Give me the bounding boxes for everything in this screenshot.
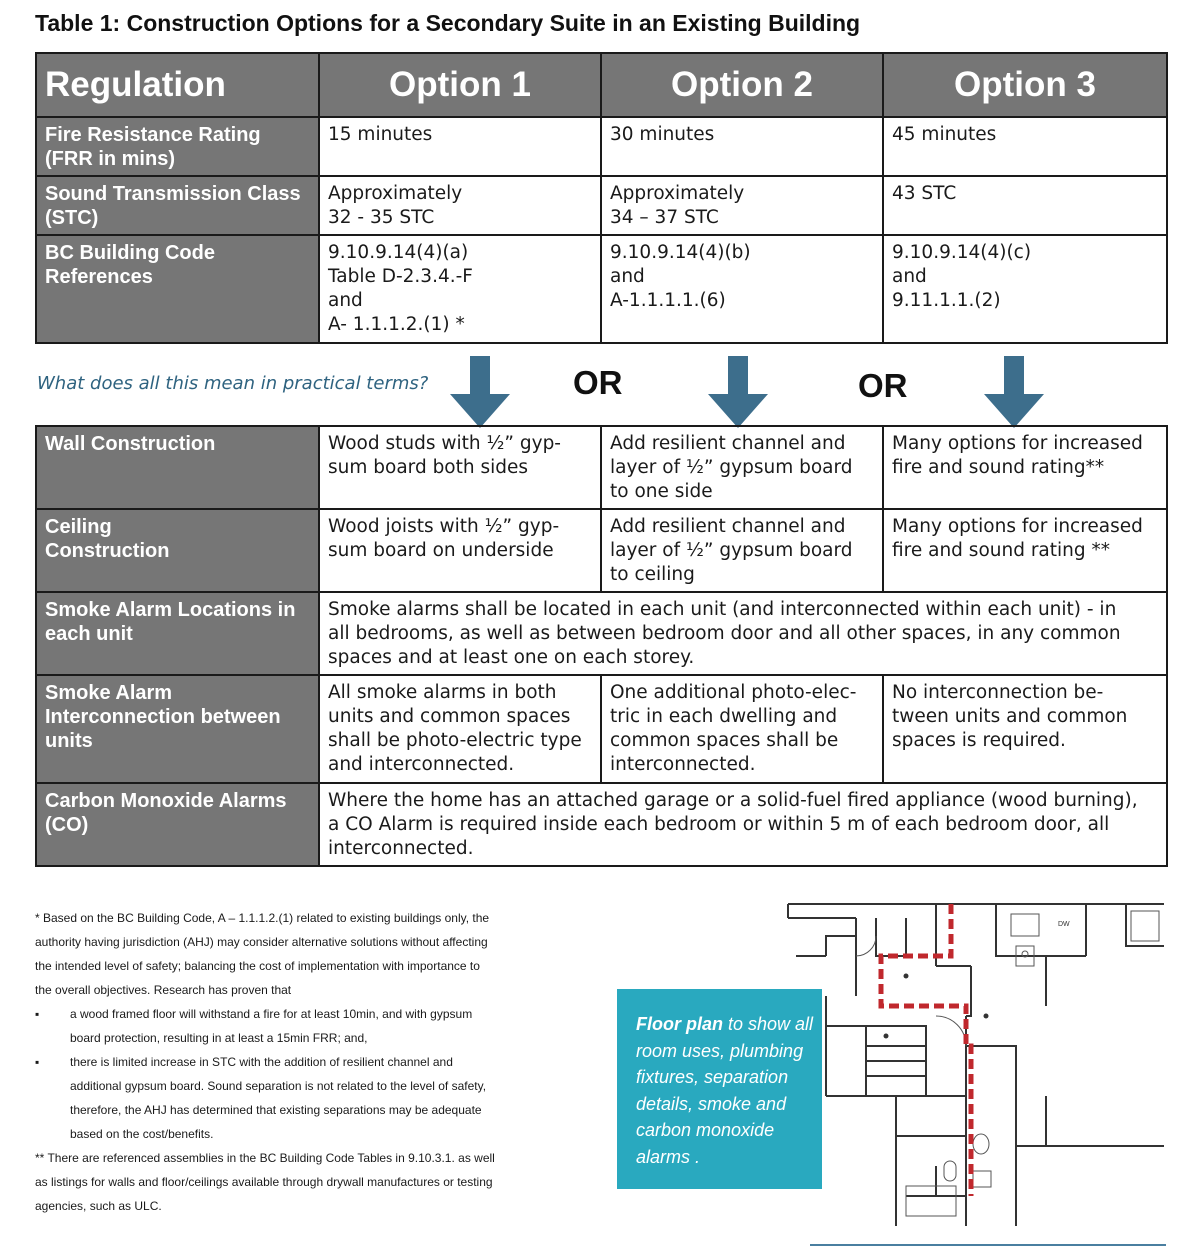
row-label-smoke-locations: Smoke Alarm Locations in each unit bbox=[36, 592, 319, 675]
ceiling-option-3: Many options for increased fire and sound rating ** bbox=[883, 509, 1167, 592]
ceiling-option-1: Wood joists with ½” gyp- sum board on underside bbox=[319, 509, 601, 592]
stc-option-1: Approximately 32 - 35 STC bbox=[319, 176, 601, 235]
row-label-stc: Sound Transmission Class (STC) bbox=[36, 176, 319, 235]
table-row bbox=[36, 426, 1167, 509]
bullet-icon: ▪ bbox=[35, 1007, 40, 1021]
row-label-code-references: BC Building Code References bbox=[36, 235, 319, 343]
table-row bbox=[36, 592, 1167, 675]
table-row bbox=[36, 176, 1167, 235]
regulation-header: Regulation bbox=[36, 53, 319, 117]
footnotes bbox=[35, 906, 595, 1218]
footnote-star: * Based on the BC Building Code, A – 1.1.1.2.(1) related to existing buildings only, the authority having jurisdiction (AHJ) may consider alternative solutions without affecting the intended level of safety; balancing the cost of implementation with importance to the overall objectives. Research has proven that bbox=[35, 911, 490, 997]
option-1-header: Option 1 bbox=[319, 53, 601, 117]
wall-option-2: Add resilient channel and layer of ½” gypsum board to one side bbox=[601, 426, 883, 509]
row-label-co-alarms: Carbon Monoxide Alarms (CO) bbox=[36, 783, 319, 866]
callout-text: to show all room uses, plumbing fixtures, separation details, smoke and carbon monoxide alarms . bbox=[636, 1014, 814, 1167]
ceiling-option-2: Add resilient channel and layer of ½” gypsum board to ceiling bbox=[601, 509, 883, 592]
floor-plan-label: DW bbox=[1058, 921, 1070, 928]
footnote-bullet-text: a wood framed floor will withstand a fire for at least 10min, and with gypsum board protection, resulting in at least a 15min FRR; and, bbox=[70, 1007, 473, 1045]
bullet-icon: ▪ bbox=[35, 1055, 40, 1069]
wall-option-3: Many options for increased fire and sound rating** bbox=[883, 426, 1167, 509]
options-table bbox=[35, 52, 1168, 344]
smoke-locations-text: Smoke alarms shall be located in each unit (and interconnected within each unit) - in all bedrooms, as well as between bedroom door and all other spaces, in any common spaces and at least one on each storey. bbox=[319, 592, 1167, 675]
stc-option-2: Approximately 34 – 37 STC bbox=[601, 176, 883, 235]
page-title: Table 1: Construction Options for a Secondary Suite in an Existing Building bbox=[35, 10, 861, 36]
row-label-frr: Fire Resistance Rating (FRR in mins) bbox=[36, 117, 319, 176]
interconnection-option-1: All smoke alarms in both units and common spaces shall be photo-electric type and interconnected. bbox=[319, 675, 601, 783]
footnote-double-star: ** There are referenced assemblies in the BC Building Code Tables in 9.10.3.1. as well as listings for walls and floor/ceilings available through drywall manufactures or testing agencies, such as ULC. bbox=[35, 1151, 495, 1213]
footnote-bullet bbox=[35, 1002, 595, 1050]
table-row bbox=[36, 235, 1167, 343]
or-label: OR bbox=[573, 364, 623, 401]
row-label-smoke-interconnection: Smoke Alarm Interconnection between units bbox=[36, 675, 319, 783]
down-arrow-icon bbox=[450, 356, 510, 428]
frr-option-3: 45 minutes bbox=[883, 117, 1167, 176]
table-row bbox=[36, 783, 1167, 866]
interconnection-option-2: One additional photo-elec- tric in each dwelling and common spaces shall be interconnected. bbox=[601, 675, 883, 783]
table-row bbox=[36, 675, 1167, 783]
frr-option-1: 15 minutes bbox=[319, 117, 601, 176]
down-arrow-icon bbox=[984, 356, 1044, 428]
practical-terms-table bbox=[35, 425, 1168, 867]
code-ref-option-2: 9.10.9.14(4)(b) and A-1.1.1.1.(6) bbox=[601, 235, 883, 343]
floor-plan-drawing bbox=[786, 896, 1166, 1228]
option-3-header: Option 3 bbox=[883, 53, 1167, 117]
or-label: OR bbox=[858, 367, 908, 404]
row-label-wall: Wall Construction bbox=[36, 426, 319, 509]
interconnection-option-3: No interconnection be- tween units and common spaces is required. bbox=[883, 675, 1167, 783]
code-ref-option-1: 9.10.9.14(4)(a) Table D-2.3.4.-F and A- 1.1.1.2.(1) * bbox=[319, 235, 601, 343]
footnote-bullet bbox=[35, 1050, 595, 1146]
wall-option-1: Wood studs with ½” gyp- sum board both sides bbox=[319, 426, 601, 509]
code-ref-option-3: 9.10.9.14(4)(c) and 9.11.1.1.(2) bbox=[883, 235, 1167, 343]
option-2-header: Option 2 bbox=[601, 53, 883, 117]
down-arrow-icon bbox=[708, 356, 768, 428]
co-alarms-text: Where the home has an attached garage or a solid-fuel fired appliance (wood burning), a CO Alarm is required inside each bedroom or within 5 m of each bedroom door, all interconnected. bbox=[319, 783, 1167, 866]
frr-option-2: 30 minutes bbox=[601, 117, 883, 176]
floor-plan-callout bbox=[617, 989, 822, 1189]
footnote-bullet-text: there is limited increase in STC with the addition of resilient channel and additional gypsum board. Sound separation is not related to the level of safety, therefore, the AHJ has determined that existing separations may be adequate based on the cost/benefits. bbox=[70, 1055, 487, 1141]
callout-title: Floor plan bbox=[636, 1014, 723, 1034]
table-row bbox=[36, 117, 1167, 176]
practical-terms-question: What does all this mean in practical terms? bbox=[37, 373, 429, 394]
table-row bbox=[36, 509, 1167, 592]
row-label-ceiling: Ceiling Construction bbox=[36, 509, 319, 592]
stc-option-3: 43 STC bbox=[883, 176, 1167, 235]
header-row bbox=[36, 53, 1167, 117]
